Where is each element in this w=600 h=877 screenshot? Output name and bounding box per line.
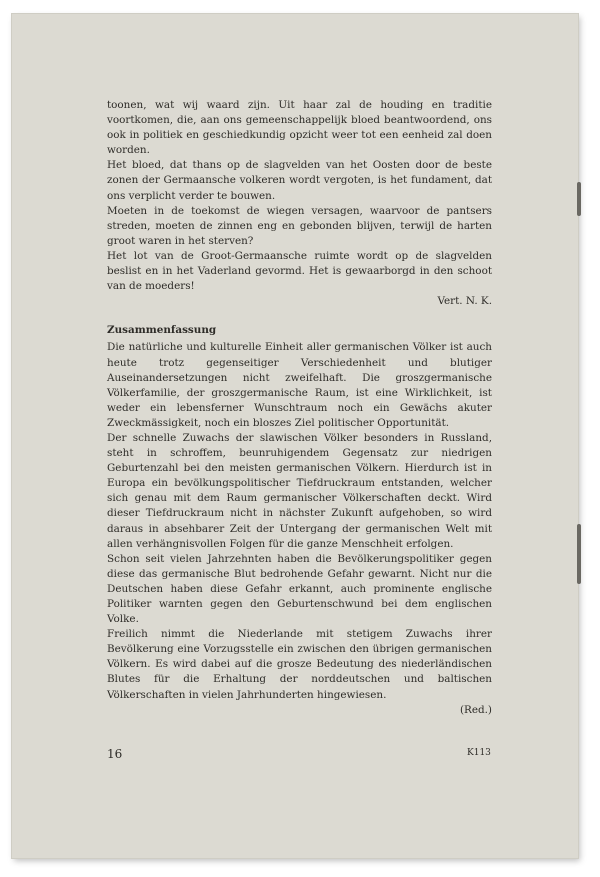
german-paragraph: Die natürliche und kulturelle Einheit aller germanischen Völker ist auch heute trotz gegenseitiger Verschiedenheit und blutiger Auseinandersetzungen nicht zweifelhaft. Die groszgermanische Völkerfamilie, der groszgermanische Raum, ist eine Wirklichkeit, ist weder ein lebensferner Wunschtraum noch ein Gewächs akuter Zweckmässigkeit, noch ein bloszes Ziel politischer Opportunität.	[107, 341, 492, 429]
editorial-attribution: (Red.)	[459, 703, 492, 716]
dutch-paragraph: Het lot van de Groot-Germaansche ruimte wordt op de slagvelden beslist en in het Vaderland gevormd. Het is gewaarborgd in den schoot van de moeders!	[107, 249, 492, 293]
text-column	[107, 98, 492, 718]
page-edge-mark	[577, 524, 581, 584]
translator-signature: Vert. N. K.	[437, 295, 492, 308]
page-edge-mark	[577, 182, 581, 216]
page-number: 16	[107, 747, 123, 761]
section-heading: Zusammenfassung	[107, 324, 217, 337]
document-code: K113	[467, 748, 491, 758]
signature-line	[107, 294, 492, 309]
german-paragraph: Freilich nimmt die Niederlande mit stetigem Zuwachs ihrer Bevölkerung eine Vorzugsstelle ein zwischen den übrigen germanischen Völkern. Es wird dabei auf die grosze Bedeutung des niederländischen Blutes für die Erhaltung der norddeutschen und baltischen Völkerschaften in vielen Jahrhunderten hingewiesen.	[107, 628, 492, 701]
german-paragraph: Schon seit vielen Jahrzehnten haben die Bevölkerungspolitiker gegen diese das germanische Blut bedrohende Gefahr gewarnt. Nicht nur die Deutschen haben diese Gefahr erkannt, auch prominente englische Politiker warnten gegen den Geburtenschwund bei dem englischen Volke.	[107, 552, 492, 626]
dutch-paragraph: Het bloed, dat thans op de slagvelden van het Oosten door de beste zonen der Germaansche volkeren wordt vergoten, is het fundament, dat ons verplicht verder te bouwen.	[107, 159, 492, 202]
dutch-paragraph: Moeten in de toekomst de wiegen versagen, waarvoor de pantsers streden, moeten de zinnen eng en gebonden blijven, terwijl de harten groot waren in het sterven?	[107, 204, 492, 247]
dutch-paragraph: toonen, wat wij waard zijn. Uit haar zal de houding en traditie voortkomen, die, aan ons gemeenschappelijk bloed beantwoordend, ons ook in politiek en geschiedkundig opzicht weer tot een eenheid zal doen worden.	[107, 99, 492, 157]
german-paragraph: Der schnelle Zuwachs der slawischen Völker besonders in Russland, steht in schroffem, beunruhigendem Gegensatz zur niedrigen Geburtenzahl bei den meisten germanischen Völkern. Hierdurch ist in Europa ein bevölkungspolitischer Tiefdruckraum entstanden, welcher sich genau mit dem Raum germanischer Völkerschaften deckt. Wird dieser Tiefdruckraum nicht in nächster Zukunft aufgehoben, so wird daraus in absehbarer Zeit der Untergang der germanischen Welt mit allen verhängnisvollen Folgen für die ganze Menschheit erfolgen.	[107, 431, 492, 550]
